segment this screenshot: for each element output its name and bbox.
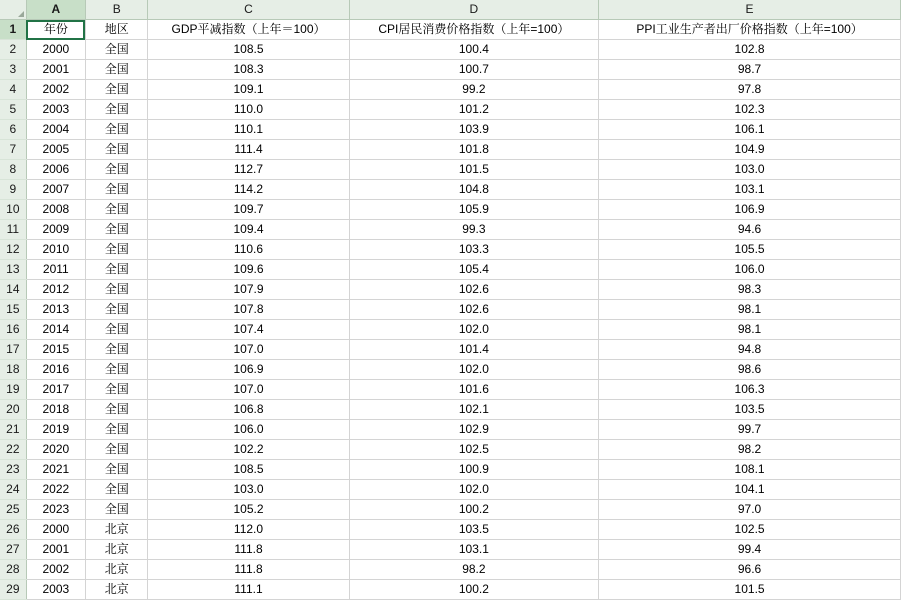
cell-a[interactable]: 2018 bbox=[26, 400, 85, 420]
cell-d[interactable]: 100.9 bbox=[349, 460, 599, 480]
row-header[interactable]: 6 bbox=[0, 120, 26, 140]
table-row bbox=[0, 500, 901, 520]
cell-e[interactable]: 99.7 bbox=[599, 420, 901, 440]
cell-d[interactable]: 98.2 bbox=[349, 560, 599, 580]
table-row bbox=[0, 560, 901, 580]
row-header[interactable]: 9 bbox=[0, 180, 26, 200]
cell-d[interactable]: 102.6 bbox=[349, 280, 599, 300]
cell-a[interactable]: 2003 bbox=[26, 100, 85, 120]
cell-d[interactable]: 102.5 bbox=[349, 440, 599, 460]
cell-b[interactable]: 全国 bbox=[86, 300, 148, 320]
cell-d[interactable]: 99.2 bbox=[349, 80, 599, 100]
cell-c[interactable]: 110.1 bbox=[148, 120, 349, 140]
cell-a[interactable]: 2021 bbox=[26, 460, 85, 480]
cell-d[interactable]: 102.9 bbox=[349, 420, 599, 440]
cell-a1[interactable]: 年份 bbox=[26, 20, 85, 40]
cell-e[interactable]: 97.8 bbox=[599, 80, 901, 100]
cell-b[interactable]: 全国 bbox=[86, 140, 148, 160]
cell-b[interactable]: 全国 bbox=[86, 320, 148, 340]
cell-a[interactable]: 2019 bbox=[26, 420, 85, 440]
cell-d[interactable]: 104.8 bbox=[349, 180, 599, 200]
cell-b[interactable]: 全国 bbox=[86, 440, 148, 460]
cell-e[interactable]: 98.3 bbox=[599, 280, 901, 300]
cell-d[interactable]: 102.6 bbox=[349, 300, 599, 320]
cell-b[interactable]: 全国 bbox=[86, 80, 148, 100]
row-header[interactable]: 21 bbox=[0, 420, 26, 440]
cell-c[interactable]: 107.0 bbox=[148, 340, 349, 360]
table-row bbox=[0, 40, 901, 60]
column-header-row bbox=[0, 0, 901, 20]
table-row bbox=[0, 140, 901, 160]
cell-a[interactable]: 2001 bbox=[26, 540, 85, 560]
cell-e[interactable]: 106.0 bbox=[599, 260, 901, 280]
cell-d[interactable]: 103.1 bbox=[349, 540, 599, 560]
cell-e[interactable]: 106.3 bbox=[599, 380, 901, 400]
cell-d[interactable]: 105.9 bbox=[349, 200, 599, 220]
cell-a[interactable]: 2012 bbox=[26, 280, 85, 300]
row-header[interactable]: 20 bbox=[0, 400, 26, 420]
cell-a[interactable]: 2015 bbox=[26, 340, 85, 360]
cell-a[interactable]: 2000 bbox=[26, 40, 85, 60]
cell-a[interactable]: 2020 bbox=[26, 440, 85, 460]
cell-c[interactable]: 114.2 bbox=[148, 180, 349, 200]
row-header[interactable]: 25 bbox=[0, 500, 26, 520]
table-row bbox=[0, 300, 901, 320]
cell-b[interactable]: 全国 bbox=[86, 360, 148, 380]
table-row bbox=[0, 320, 901, 340]
cell-a[interactable]: 2002 bbox=[26, 560, 85, 580]
cell-c[interactable]: 108.5 bbox=[148, 40, 349, 60]
cell-d[interactable]: 99.3 bbox=[349, 220, 599, 240]
cell-a[interactable]: 2013 bbox=[26, 300, 85, 320]
cell-e[interactable]: 108.1 bbox=[599, 460, 901, 480]
cell-b[interactable]: 全国 bbox=[86, 160, 148, 180]
cell-d[interactable]: 102.0 bbox=[349, 360, 599, 380]
cell-c[interactable]: 107.4 bbox=[148, 320, 349, 340]
cell-c[interactable]: 107.9 bbox=[148, 280, 349, 300]
cell-e[interactable]: 98.2 bbox=[599, 440, 901, 460]
cell-e[interactable]: 104.1 bbox=[599, 480, 901, 500]
cell-a[interactable]: 2007 bbox=[26, 180, 85, 200]
row-header[interactable]: 5 bbox=[0, 100, 26, 120]
cell-d[interactable]: 101.5 bbox=[349, 160, 599, 180]
row-header[interactable]: 18 bbox=[0, 360, 26, 380]
row-header[interactable]: 16 bbox=[0, 320, 26, 340]
row-header[interactable]: 29 bbox=[0, 580, 26, 600]
cell-d[interactable]: 101.6 bbox=[349, 380, 599, 400]
cell-e[interactable]: 103.5 bbox=[599, 400, 901, 420]
cell-a[interactable]: 2006 bbox=[26, 160, 85, 180]
cell-b[interactable]: 北京 bbox=[86, 540, 148, 560]
row-header[interactable]: 10 bbox=[0, 200, 26, 220]
cell-d[interactable]: 100.7 bbox=[349, 60, 599, 80]
cell-c1[interactable]: GDP平减指数（上年＝100） bbox=[148, 20, 349, 40]
cell-d[interactable]: 101.4 bbox=[349, 340, 599, 360]
cell-a[interactable]: 2010 bbox=[26, 240, 85, 260]
cell-d1[interactable]: CPI居民消费价格指数（上年=100） bbox=[349, 20, 599, 40]
row-header[interactable]: 8 bbox=[0, 160, 26, 180]
table-row bbox=[0, 360, 901, 380]
cell-a[interactable]: 2022 bbox=[26, 480, 85, 500]
row-header[interactable]: 22 bbox=[0, 440, 26, 460]
row-header[interactable]: 12 bbox=[0, 240, 26, 260]
cell-c[interactable]: 106.0 bbox=[148, 420, 349, 440]
cell-a[interactable]: 2003 bbox=[26, 580, 85, 600]
table-row bbox=[0, 180, 901, 200]
cell-d[interactable]: 103.3 bbox=[349, 240, 599, 260]
cell-a[interactable]: 2009 bbox=[26, 220, 85, 240]
column-header-b[interactable]: B bbox=[86, 0, 148, 20]
row-header[interactable]: 24 bbox=[0, 480, 26, 500]
cell-d[interactable]: 103.5 bbox=[349, 520, 599, 540]
cell-c[interactable]: 109.7 bbox=[148, 200, 349, 220]
cell-e[interactable]: 102.3 bbox=[599, 100, 901, 120]
cell-b[interactable]: 全国 bbox=[86, 400, 148, 420]
cell-b[interactable]: 北京 bbox=[86, 520, 148, 540]
cell-e[interactable]: 105.5 bbox=[599, 240, 901, 260]
cell-c[interactable]: 102.2 bbox=[148, 440, 349, 460]
cell-e[interactable]: 96.6 bbox=[599, 560, 901, 580]
row-header[interactable]: 17 bbox=[0, 340, 26, 360]
column-header-a[interactable]: A bbox=[26, 0, 85, 20]
cell-b[interactable]: 全国 bbox=[86, 60, 148, 80]
cell-b1[interactable]: 地区 bbox=[86, 20, 148, 40]
cell-a[interactable]: 2004 bbox=[26, 120, 85, 140]
cell-e[interactable]: 103.0 bbox=[599, 160, 901, 180]
cell-e[interactable]: 94.8 bbox=[599, 340, 901, 360]
cell-a[interactable]: 2011 bbox=[26, 260, 85, 280]
table-row bbox=[0, 580, 901, 600]
cell-d[interactable]: 100.4 bbox=[349, 40, 599, 60]
cell-e[interactable]: 102.8 bbox=[599, 40, 901, 60]
table-row bbox=[0, 120, 901, 140]
row-header[interactable]: 4 bbox=[0, 80, 26, 100]
cell-e[interactable]: 106.9 bbox=[599, 200, 901, 220]
cell-a[interactable]: 2016 bbox=[26, 360, 85, 380]
cell-e[interactable]: 106.1 bbox=[599, 120, 901, 140]
column-header-e[interactable]: E bbox=[599, 0, 901, 20]
row-header[interactable]: 2 bbox=[0, 40, 26, 60]
cell-d[interactable]: 100.2 bbox=[349, 500, 599, 520]
table-row bbox=[0, 100, 901, 120]
row-header[interactable]: 28 bbox=[0, 560, 26, 580]
table-row bbox=[0, 400, 901, 420]
cell-b[interactable]: 北京 bbox=[86, 580, 148, 600]
table-row bbox=[0, 460, 901, 480]
cell-a[interactable]: 2008 bbox=[26, 200, 85, 220]
cell-c[interactable]: 105.2 bbox=[148, 500, 349, 520]
cell-a[interactable]: 2017 bbox=[26, 380, 85, 400]
select-all-corner[interactable] bbox=[0, 0, 26, 20]
cell-e[interactable]: 102.5 bbox=[599, 520, 901, 540]
row-header[interactable]: 26 bbox=[0, 520, 26, 540]
table-row bbox=[0, 60, 901, 80]
cell-c[interactable]: 112.0 bbox=[148, 520, 349, 540]
table-row bbox=[0, 240, 901, 260]
cell-c[interactable]: 109.1 bbox=[148, 80, 349, 100]
cell-b[interactable]: 全国 bbox=[86, 200, 148, 220]
cell-a[interactable]: 2005 bbox=[26, 140, 85, 160]
cell-d[interactable]: 100.2 bbox=[349, 580, 599, 600]
cell-a[interactable]: 2000 bbox=[26, 520, 85, 540]
cell-e[interactable]: 98.1 bbox=[599, 300, 901, 320]
row-header[interactable]: 23 bbox=[0, 460, 26, 480]
row-header-1[interactable]: 1 bbox=[0, 20, 26, 40]
cell-c[interactable]: 110.0 bbox=[148, 100, 349, 120]
table-row bbox=[0, 80, 901, 100]
cell-b[interactable]: 全国 bbox=[86, 340, 148, 360]
table-row bbox=[0, 260, 901, 280]
corner-triangle-icon bbox=[18, 11, 24, 17]
cell-c[interactable]: 103.0 bbox=[148, 480, 349, 500]
cell-c[interactable]: 108.3 bbox=[148, 60, 349, 80]
row-header[interactable]: 11 bbox=[0, 220, 26, 240]
cell-b[interactable]: 全国 bbox=[86, 280, 148, 300]
table-row bbox=[0, 160, 901, 180]
cell-b[interactable]: 全国 bbox=[86, 380, 148, 400]
cell-e[interactable]: 98.6 bbox=[599, 360, 901, 380]
cell-c[interactable]: 109.4 bbox=[148, 220, 349, 240]
cell-e[interactable]: 103.1 bbox=[599, 180, 901, 200]
cell-c[interactable]: 109.6 bbox=[148, 260, 349, 280]
table-row bbox=[0, 380, 901, 400]
cell-d[interactable]: 101.8 bbox=[349, 140, 599, 160]
table-row bbox=[0, 480, 901, 500]
cell-b[interactable]: 全国 bbox=[86, 260, 148, 280]
cell-d[interactable]: 102.0 bbox=[349, 320, 599, 340]
cell-c[interactable]: 111.1 bbox=[148, 580, 349, 600]
row-header[interactable]: 19 bbox=[0, 380, 26, 400]
table-row bbox=[0, 540, 901, 560]
table-row bbox=[0, 340, 901, 360]
row-header[interactable]: 3 bbox=[0, 60, 26, 80]
cell-c[interactable]: 107.0 bbox=[148, 380, 349, 400]
cell-c[interactable]: 111.8 bbox=[148, 560, 349, 580]
cell-b[interactable]: 全国 bbox=[86, 220, 148, 240]
cell-e[interactable]: 98.1 bbox=[599, 320, 901, 340]
cell-b[interactable]: 全国 bbox=[86, 120, 148, 140]
table-row bbox=[0, 420, 901, 440]
row-header[interactable]: 7 bbox=[0, 140, 26, 160]
cell-e1[interactable]: PPI工业生产者出厂价格指数（上年=100） bbox=[599, 20, 901, 40]
cell-c[interactable]: 110.6 bbox=[148, 240, 349, 260]
table-row bbox=[0, 280, 901, 300]
cell-b[interactable]: 全国 bbox=[86, 500, 148, 520]
cell-e[interactable]: 99.4 bbox=[599, 540, 901, 560]
cell-c[interactable]: 106.9 bbox=[148, 360, 349, 380]
table-row bbox=[0, 200, 901, 220]
cell-c[interactable]: 112.7 bbox=[148, 160, 349, 180]
cell-c[interactable]: 106.8 bbox=[148, 400, 349, 420]
cell-c[interactable]: 111.8 bbox=[148, 540, 349, 560]
cell-d[interactable]: 103.9 bbox=[349, 120, 599, 140]
cell-e[interactable]: 98.7 bbox=[599, 60, 901, 80]
cell-b[interactable]: 全国 bbox=[86, 240, 148, 260]
cell-b[interactable]: 全国 bbox=[86, 460, 148, 480]
cell-b[interactable]: 北京 bbox=[86, 560, 148, 580]
cell-a[interactable]: 2001 bbox=[26, 60, 85, 80]
table-row bbox=[0, 20, 901, 40]
cell-e[interactable]: 101.5 bbox=[599, 580, 901, 600]
cell-d[interactable]: 102.0 bbox=[349, 480, 599, 500]
cell-e[interactable]: 94.6 bbox=[599, 220, 901, 240]
cell-d[interactable]: 102.1 bbox=[349, 400, 599, 420]
row-header[interactable]: 15 bbox=[0, 300, 26, 320]
cell-b[interactable]: 全国 bbox=[86, 420, 148, 440]
cell-b[interactable]: 全国 bbox=[86, 180, 148, 200]
column-header-c[interactable]: C bbox=[148, 0, 349, 20]
cell-d[interactable]: 101.2 bbox=[349, 100, 599, 120]
cell-c[interactable]: 111.4 bbox=[148, 140, 349, 160]
cell-d[interactable]: 105.4 bbox=[349, 260, 599, 280]
cell-e[interactable]: 104.9 bbox=[599, 140, 901, 160]
cell-c[interactable]: 108.5 bbox=[148, 460, 349, 480]
cell-e[interactable]: 97.0 bbox=[599, 500, 901, 520]
cell-a[interactable]: 2023 bbox=[26, 500, 85, 520]
table-row bbox=[0, 220, 901, 240]
column-header-d[interactable]: D bbox=[349, 0, 599, 20]
cell-a[interactable]: 2014 bbox=[26, 320, 85, 340]
cell-b[interactable]: 全国 bbox=[86, 100, 148, 120]
cell-a[interactable]: 2002 bbox=[26, 80, 85, 100]
row-header[interactable]: 13 bbox=[0, 260, 26, 280]
cell-b[interactable]: 全国 bbox=[86, 40, 148, 60]
table-row bbox=[0, 440, 901, 460]
cell-b[interactable]: 全国 bbox=[86, 480, 148, 500]
row-header[interactable]: 27 bbox=[0, 540, 26, 560]
row-header[interactable]: 14 bbox=[0, 280, 26, 300]
cell-c[interactable]: 107.8 bbox=[148, 300, 349, 320]
table-row bbox=[0, 520, 901, 540]
